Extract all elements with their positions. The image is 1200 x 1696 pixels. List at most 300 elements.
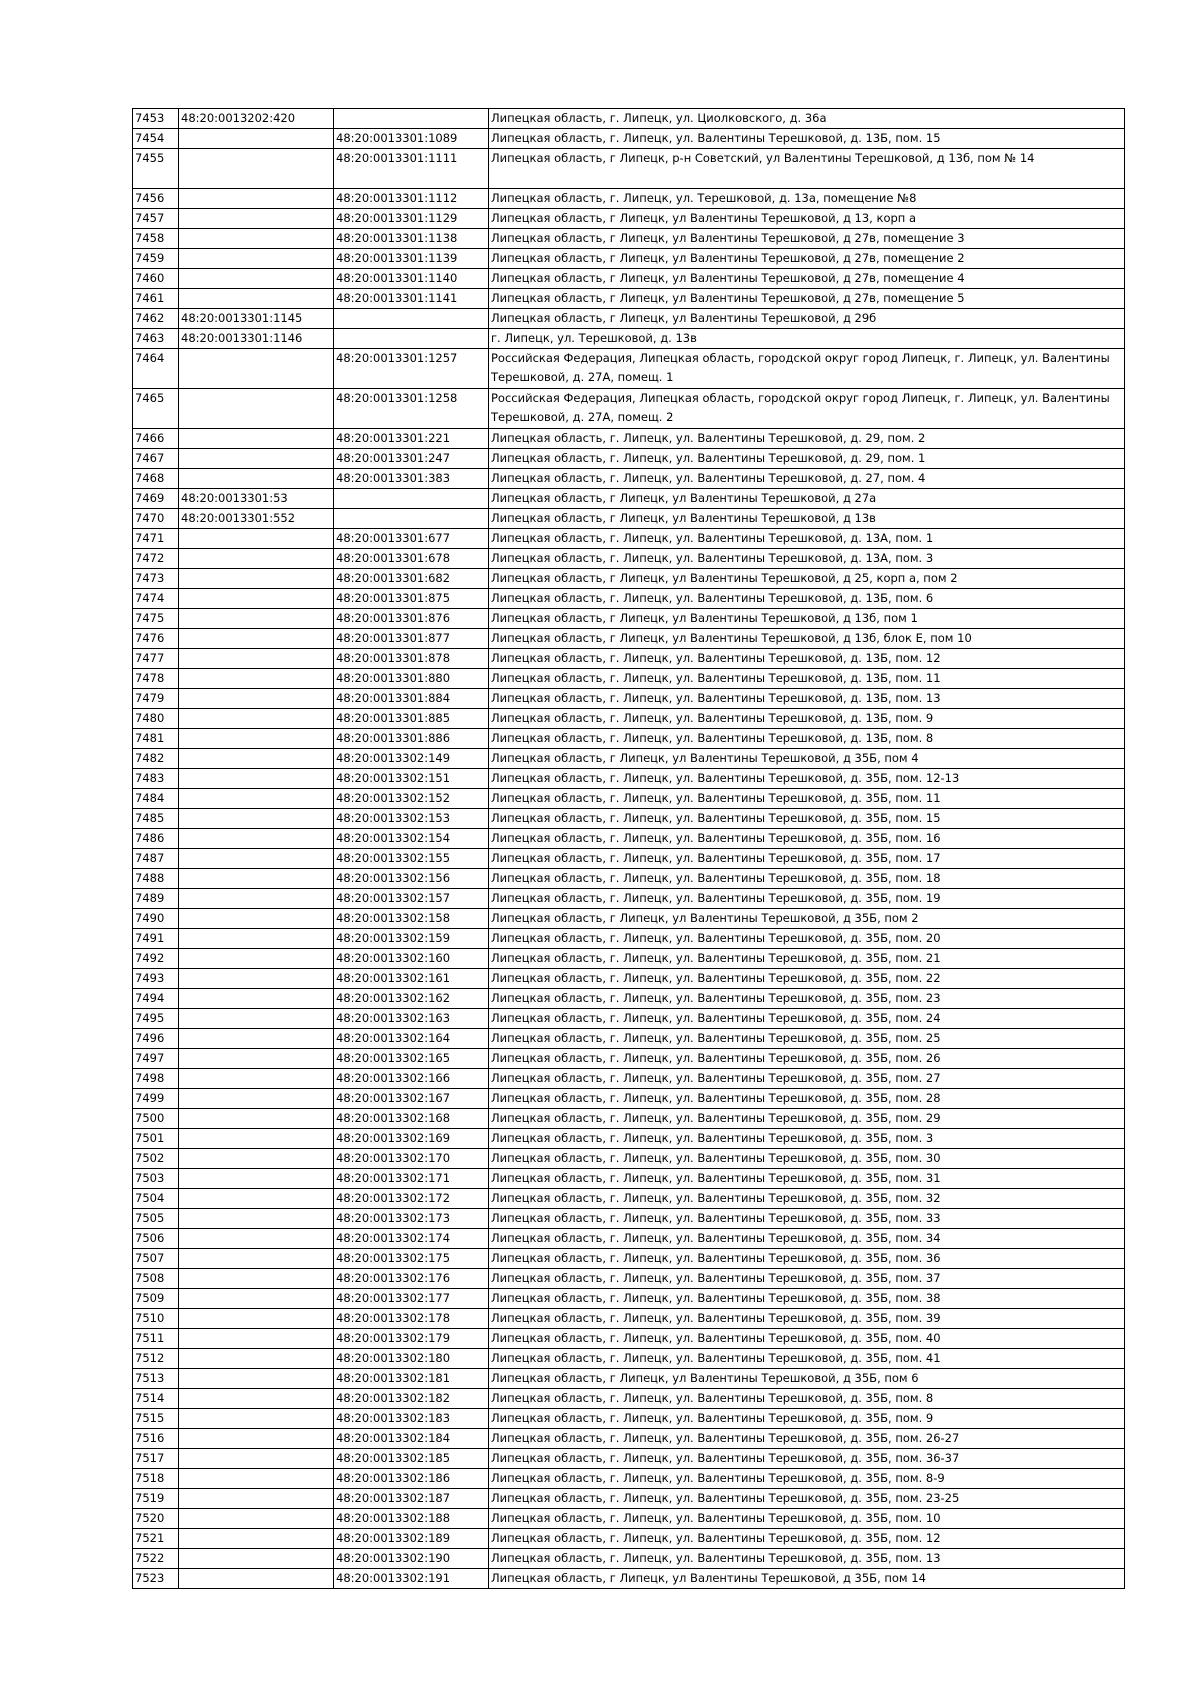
table-row — [133, 729, 1125, 749]
table-row — [133, 1469, 1125, 1489]
cadastral-number-secondary: 48:20:0013301:1089 — [334, 129, 489, 149]
table-row — [133, 1429, 1125, 1449]
cadastral-number-primary — [179, 149, 334, 189]
address-cell: Липецкая область, г. Липецк, ул. Валентины Терешковой, д. 35Б, пом. 37 — [489, 1269, 1125, 1289]
row-number: 7485 — [133, 809, 179, 829]
address-cell: Липецкая область, г. Липецк, ул. Валентины Терешковой, д. 13А, пом. 3 — [489, 549, 1125, 569]
cadastral-number-secondary: 48:20:0013302:153 — [334, 809, 489, 829]
row-number: 7507 — [133, 1249, 179, 1269]
cadastral-number-secondary: 48:20:0013301:1139 — [334, 249, 489, 269]
cadastral-number-secondary: 48:20:0013301:875 — [334, 589, 489, 609]
table-row — [133, 149, 1125, 189]
cadastral-number-secondary: 48:20:0013302:188 — [334, 1509, 489, 1529]
cadastral-number-secondary: 48:20:0013302:164 — [334, 1029, 489, 1049]
row-number: 7494 — [133, 989, 179, 1009]
cadastral-number-primary — [179, 769, 334, 789]
address-cell: Липецкая область, г. Липецк, ул. Валентины Терешковой, д. 13Б, пом. 8 — [489, 729, 1125, 749]
address-cell: г. Липецк, ул. Терешковой, д. 13в — [489, 329, 1125, 349]
table-row — [133, 869, 1125, 889]
address-cell: Липецкая область, г Липецк, ул Валентины Терешковой, д 13, корп а — [489, 209, 1125, 229]
address-cell: Липецкая область, г. Липецк, ул. Валентины Терешковой, д. 35Б, пом. 8 — [489, 1389, 1125, 1409]
row-number: 7477 — [133, 649, 179, 669]
row-number: 7454 — [133, 129, 179, 149]
table-row — [133, 889, 1125, 909]
table-row — [133, 229, 1125, 249]
address-cell: Липецкая область, г. Липецк, ул. Валентины Терешковой, д. 35Б, пом. 13 — [489, 1549, 1125, 1569]
row-number: 7489 — [133, 889, 179, 909]
address-cell: Липецкая область, г. Липецк, ул. Валентины Терешковой, д. 35Б, пом. 34 — [489, 1229, 1125, 1249]
row-number: 7498 — [133, 1069, 179, 1089]
table-row — [133, 1269, 1125, 1289]
cadastral-number-secondary: 48:20:0013302:166 — [334, 1069, 489, 1089]
row-number: 7517 — [133, 1449, 179, 1469]
cadastral-number-secondary: 48:20:0013301:221 — [334, 429, 489, 449]
address-cell: Липецкая область, г. Липецк, ул. Валентины Терешковой, д. 35Б, пом. 10 — [489, 1509, 1125, 1529]
table-row — [133, 949, 1125, 969]
cadastral-number-primary — [179, 209, 334, 229]
table-row — [133, 549, 1125, 569]
row-number: 7520 — [133, 1509, 179, 1529]
table-row — [133, 1449, 1125, 1469]
cadastral-number-primary — [179, 709, 334, 729]
address-cell: Липецкая область, г. Липецк, ул. Валентины Терешковой, д. 35Б, пом. 26-27 — [489, 1429, 1125, 1449]
table-row — [133, 529, 1125, 549]
cadastral-number-primary — [179, 809, 334, 829]
cadastral-number-primary — [179, 749, 334, 769]
table-row — [133, 1189, 1125, 1209]
cadastral-number-secondary: 48:20:0013302:168 — [334, 1109, 489, 1129]
table-row — [133, 1329, 1125, 1349]
address-cell: Липецкая область, г. Липецк, ул. Валентины Терешковой, д. 13Б, пом. 9 — [489, 709, 1125, 729]
cadastral-number-secondary: 48:20:0013302:157 — [334, 889, 489, 909]
table-row — [133, 1509, 1125, 1529]
row-number: 7504 — [133, 1189, 179, 1209]
row-number: 7475 — [133, 609, 179, 629]
address-cell: Липецкая область, г Липецк, ул Валентины Терешковой, д 27в, помещение 3 — [489, 229, 1125, 249]
cadastral-number-secondary: 48:20:0013302:177 — [334, 1289, 489, 1309]
address-cell: Липецкая область, г Липецк, ул Валентины Терешковой, д 13в — [489, 509, 1125, 529]
cadastral-number-primary — [179, 1409, 334, 1429]
row-number: 7476 — [133, 629, 179, 649]
cadastral-number-primary — [179, 1129, 334, 1149]
cadastral-number-secondary: 48:20:0013301:878 — [334, 649, 489, 669]
address-cell: Липецкая область, г. Липецк, ул. Валентины Терешковой, д. 35Б, пом. 8-9 — [489, 1469, 1125, 1489]
cadastral-number-secondary: 48:20:0013301:876 — [334, 609, 489, 629]
cadastral-number-secondary — [334, 489, 489, 509]
cadastral-number-secondary — [334, 309, 489, 329]
cadastral-number-secondary: 48:20:0013302:155 — [334, 849, 489, 869]
cadastral-number-primary: 48:20:0013301:1145 — [179, 309, 334, 329]
address-cell: Липецкая область, г. Липецк, ул. Валентины Терешковой, д. 35Б, пом. 27 — [489, 1069, 1125, 1089]
address-cell: Липецкая область, г. Липецк, ул. Валентины Терешковой, д. 35Б, пом. 31 — [489, 1169, 1125, 1189]
row-number: 7486 — [133, 829, 179, 849]
cadastral-number-secondary: 48:20:0013302:184 — [334, 1429, 489, 1449]
table-row — [133, 429, 1125, 449]
address-cell: Липецкая область, г. Липецк, ул. Валентины Терешковой, д. 35Б, пом. 23-25 — [489, 1489, 1125, 1509]
address-cell: Российская Федерация, Липецкая область, городской округ город Липецк, г. Липецк, ул. Валентины Терешковой, д. 27А, помещ. 1 — [489, 349, 1125, 389]
cadastral-number-secondary: 48:20:0013302:161 — [334, 969, 489, 989]
address-cell: Липецкая область, г Липецк, ул Валентины Терешковой, д 35Б, пом 6 — [489, 1369, 1125, 1389]
address-cell: Липецкая область, г. Липецк, ул. Терешковой, д. 13а, помещение №8 — [489, 189, 1125, 209]
row-number: 7490 — [133, 909, 179, 929]
cadastral-number-secondary: 48:20:0013301:886 — [334, 729, 489, 749]
cadastral-number-secondary: 48:20:0013301:877 — [334, 629, 489, 649]
table-row — [133, 969, 1125, 989]
cadastral-number-primary — [179, 1269, 334, 1289]
row-number: 7462 — [133, 309, 179, 329]
cadastral-number-primary — [179, 429, 334, 449]
row-number: 7511 — [133, 1329, 179, 1349]
table-row — [133, 209, 1125, 229]
address-cell: Липецкая область, г. Липецк, ул. Валентины Терешковой, д. 35Б, пом. 16 — [489, 829, 1125, 849]
table-row — [133, 1389, 1125, 1409]
cadastral-number-secondary: 48:20:0013301:678 — [334, 549, 489, 569]
address-cell: Липецкая область, г. Липецк, ул. Валентины Терешковой, д. 35Б, пом. 32 — [489, 1189, 1125, 1209]
table-row — [133, 1249, 1125, 1269]
address-cell: Липецкая область, г. Липецк, ул. Валентины Терешковой, д. 35Б, пом. 23 — [489, 989, 1125, 1009]
row-number: 7478 — [133, 669, 179, 689]
cadastral-number-secondary: 48:20:0013301:1141 — [334, 289, 489, 309]
cadastral-number-primary — [179, 889, 334, 909]
cadastral-number-primary — [179, 929, 334, 949]
row-number: 7467 — [133, 449, 179, 469]
row-number: 7488 — [133, 869, 179, 889]
cadastral-number-secondary: 48:20:0013302:186 — [334, 1469, 489, 1489]
address-cell: Липецкая область, г. Липецк, ул. Валентины Терешковой, д. 13А, пом. 1 — [489, 529, 1125, 549]
cadastral-number-primary — [179, 1389, 334, 1409]
address-cell: Липецкая область, г. Липецк, ул. Валентины Терешковой, д. 35Б, пом. 21 — [489, 949, 1125, 969]
table-row — [133, 1309, 1125, 1329]
row-number: 7459 — [133, 249, 179, 269]
cadastral-number-secondary: 48:20:0013301:885 — [334, 709, 489, 729]
table-row — [133, 789, 1125, 809]
cadastral-number-primary — [179, 389, 334, 429]
cadastral-number-secondary: 48:20:0013302:171 — [334, 1169, 489, 1189]
cadastral-number-primary — [179, 1369, 334, 1389]
cadastral-number-secondary: 48:20:0013302:165 — [334, 1049, 489, 1069]
table-row — [133, 1009, 1125, 1029]
cadastral-number-primary — [179, 1069, 334, 1089]
cadastral-number-secondary: 48:20:0013302:182 — [334, 1389, 489, 1409]
address-cell: Липецкая область, г. Липецк, ул. Валентины Терешковой, д. 35Б, пом. 39 — [489, 1309, 1125, 1329]
address-cell: Липецкая область, г Липецк, ул Валентины Терешковой, д 13б, пом 1 — [489, 609, 1125, 629]
row-number: 7484 — [133, 789, 179, 809]
cadastral-number-primary — [179, 1029, 334, 1049]
row-number: 7493 — [133, 969, 179, 989]
cadastral-number-secondary: 48:20:0013302:156 — [334, 869, 489, 889]
cadastral-number-primary — [179, 1489, 334, 1509]
address-cell: Липецкая область, г. Липецк, ул. Валентины Терешковой, д. 35Б, пом. 25 — [489, 1029, 1125, 1049]
table-row — [133, 1369, 1125, 1389]
table-row — [133, 569, 1125, 589]
cadastral-number-primary — [179, 649, 334, 669]
row-number: 7503 — [133, 1169, 179, 1189]
row-number: 7473 — [133, 569, 179, 589]
table-row — [133, 489, 1125, 509]
row-number: 7521 — [133, 1529, 179, 1549]
table-row — [133, 249, 1125, 269]
table-row — [133, 1409, 1125, 1429]
cadastral-number-primary — [179, 909, 334, 929]
cadastral-number-secondary: 48:20:0013301:1140 — [334, 269, 489, 289]
cadastral-number-secondary: 48:20:0013302:159 — [334, 929, 489, 949]
address-cell: Липецкая область, г Липецк, ул Валентины Терешковой, д 35Б, пом 2 — [489, 909, 1125, 929]
address-cell: Липецкая область, г. Липецк, ул. Валентины Терешковой, д. 35Б, пом. 18 — [489, 869, 1125, 889]
row-number: 7496 — [133, 1029, 179, 1049]
cadastral-number-secondary: 48:20:0013302:167 — [334, 1089, 489, 1109]
address-cell: Липецкая область, г. Липецк, ул. Валентины Терешковой, д. 35Б, пом. 11 — [489, 789, 1125, 809]
cadastral-number-primary — [179, 1009, 334, 1029]
cadastral-number-primary — [179, 1149, 334, 1169]
row-number: 7470 — [133, 509, 179, 529]
row-number: 7480 — [133, 709, 179, 729]
cadastral-number-secondary: 48:20:0013301:1112 — [334, 189, 489, 209]
address-cell: Липецкая область, г Липецк, ул Валентины Терешковой, д 27а — [489, 489, 1125, 509]
row-number: 7457 — [133, 209, 179, 229]
address-cell: Липецкая область, г. Липецк, ул. Валентины Терешковой, д. 35Б, пом. 12-13 — [489, 769, 1125, 789]
table-row — [133, 609, 1125, 629]
cadastral-number-secondary: 48:20:0013302:174 — [334, 1229, 489, 1249]
cadastral-number-primary — [179, 589, 334, 609]
cadastral-number-primary — [179, 849, 334, 869]
cadastral-number-secondary: 48:20:0013302:187 — [334, 1489, 489, 1509]
cadastral-number-secondary — [334, 329, 489, 349]
address-cell: Липецкая область, г. Липецк, ул. Валентины Терешковой, д. 35Б, пом. 30 — [489, 1149, 1125, 1169]
table-row — [133, 309, 1125, 329]
cadastral-number-secondary: 48:20:0013302:169 — [334, 1129, 489, 1149]
cadastral-number-primary — [179, 1209, 334, 1229]
row-number: 7518 — [133, 1469, 179, 1489]
row-number: 7471 — [133, 529, 179, 549]
table-row — [133, 349, 1125, 389]
cadastral-number-primary — [179, 1549, 334, 1569]
cadastral-number-primary — [179, 1569, 334, 1589]
cadastral-number-secondary: 48:20:0013302:189 — [334, 1529, 489, 1549]
row-number: 7499 — [133, 1089, 179, 1109]
cadastral-number-primary — [179, 1109, 334, 1129]
table-body — [133, 109, 1125, 1589]
cadastral-number-secondary: 48:20:0013301:1258 — [334, 389, 489, 429]
cadastral-number-primary — [179, 1049, 334, 1069]
address-cell: Липецкая область, г. Липецк, ул. Валентины Терешковой, д. 35Б, пом. 33 — [489, 1209, 1125, 1229]
cadastral-number-secondary: 48:20:0013302:158 — [334, 909, 489, 929]
table-row — [133, 1089, 1125, 1109]
cadastral-number-primary — [179, 129, 334, 149]
cadastral-number-primary — [179, 1189, 334, 1209]
cadastral-number-secondary: 48:20:0013302:178 — [334, 1309, 489, 1329]
table-row — [133, 1049, 1125, 1069]
address-cell: Липецкая область, г. Липецк, ул. Валентины Терешковой, д. 27, пом. 4 — [489, 469, 1125, 489]
cadastral-number-secondary: 48:20:0013301:1257 — [334, 349, 489, 389]
cadastral-number-secondary: 48:20:0013301:682 — [334, 569, 489, 589]
row-number: 7474 — [133, 589, 179, 609]
row-number: 7510 — [133, 1309, 179, 1329]
cadastral-number-primary — [179, 1429, 334, 1449]
row-number: 7497 — [133, 1049, 179, 1069]
address-cell: Липецкая область, г. Липецк, ул. Валентины Терешковой, д. 35Б, пом. 22 — [489, 969, 1125, 989]
row-number: 7466 — [133, 429, 179, 449]
address-cell: Липецкая область, г. Липецк, ул. Циолковского, д. 36а — [489, 109, 1125, 129]
cadastral-number-primary — [179, 529, 334, 549]
cadastral-number-secondary: 48:20:0013302:190 — [334, 1549, 489, 1569]
cadastral-number-secondary: 48:20:0013302:152 — [334, 789, 489, 809]
address-cell: Липецкая область, г. Липецк, ул. Валентины Терешковой, д. 35Б, пом. 28 — [489, 1089, 1125, 1109]
address-cell: Липецкая область, г. Липецк, ул. Валентины Терешковой, д. 35Б, пом. 36-37 — [489, 1449, 1125, 1469]
row-number: 7460 — [133, 269, 179, 289]
address-cell: Липецкая область, г. Липецк, ул. Валентины Терешковой, д. 35Б, пом. 19 — [489, 889, 1125, 909]
address-cell: Липецкая область, г. Липецк, ул. Валентины Терешковой, д. 13Б, пом. 11 — [489, 669, 1125, 689]
row-number: 7516 — [133, 1429, 179, 1449]
address-cell: Липецкая область, г. Липецк, ул. Валентины Терешковой, д. 35Б, пом. 29 — [489, 1109, 1125, 1129]
address-cell: Липецкая область, г Липецк, ул Валентины Терешковой, д 25, корп а, пом 2 — [489, 569, 1125, 589]
table-row — [133, 649, 1125, 669]
table-row — [133, 1289, 1125, 1309]
cadastral-number-primary: 48:20:0013301:53 — [179, 489, 334, 509]
cadastral-number-secondary: 48:20:0013302:185 — [334, 1449, 489, 1469]
address-cell: Липецкая область, г Липецк, ул Валентины Терешковой, д 27в, помещение 2 — [489, 249, 1125, 269]
cadastral-number-primary — [179, 349, 334, 389]
cadastral-number-secondary: 48:20:0013301:884 — [334, 689, 489, 709]
row-number: 7468 — [133, 469, 179, 489]
cadastral-number-primary — [179, 729, 334, 749]
address-cell: Липецкая область, г Липецк, ул Валентины Терешковой, д 35Б, пом 4 — [489, 749, 1125, 769]
cadastral-number-secondary: 48:20:0013301:880 — [334, 669, 489, 689]
table-row — [133, 1169, 1125, 1189]
row-number: 7461 — [133, 289, 179, 309]
cadastral-number-secondary: 48:20:0013301:383 — [334, 469, 489, 489]
cadastral-number-primary — [179, 689, 334, 709]
table-row — [133, 1149, 1125, 1169]
address-cell: Липецкая область, г Липецк, ул Валентины Терешковой, д 13б, блок Е, пом 10 — [489, 629, 1125, 649]
cadastral-number-primary: 48:20:0013301:552 — [179, 509, 334, 529]
table-row — [133, 449, 1125, 469]
row-number: 7458 — [133, 229, 179, 249]
table-row — [133, 1489, 1125, 1509]
row-number: 7453 — [133, 109, 179, 129]
table-row — [133, 769, 1125, 789]
row-number: 7495 — [133, 1009, 179, 1029]
cadastral-number-primary — [179, 1509, 334, 1529]
table-row — [133, 189, 1125, 209]
cadastral-number-primary — [179, 1449, 334, 1469]
address-cell: Липецкая область, г. Липецк, ул. Валентины Терешковой, д. 13Б, пом. 6 — [489, 589, 1125, 609]
cadastral-number-secondary: 48:20:0013302:175 — [334, 1249, 489, 1269]
cadastral-number-primary — [179, 569, 334, 589]
cadastral-number-secondary: 48:20:0013302:163 — [334, 1009, 489, 1029]
table-row — [133, 269, 1125, 289]
cadastral-number-primary — [179, 449, 334, 469]
cadastral-number-primary — [179, 949, 334, 969]
cadastral-number-primary — [179, 609, 334, 629]
row-number: 7491 — [133, 929, 179, 949]
address-cell: Липецкая область, г. Липецк, ул. Валентины Терешковой, д. 35Б, пом. 24 — [489, 1009, 1125, 1029]
cadastral-number-secondary: 48:20:0013302:160 — [334, 949, 489, 969]
table-row — [133, 1229, 1125, 1249]
row-number: 7465 — [133, 389, 179, 429]
row-number: 7502 — [133, 1149, 179, 1169]
cadastral-number-primary — [179, 1349, 334, 1369]
address-cell: Липецкая область, г. Липецк, ул. Валентины Терешковой, д. 13Б, пом. 15 — [489, 129, 1125, 149]
row-number: 7472 — [133, 549, 179, 569]
table-row — [133, 509, 1125, 529]
cadastral-number-secondary: 48:20:0013302:181 — [334, 1369, 489, 1389]
row-number: 7505 — [133, 1209, 179, 1229]
table-row — [133, 1209, 1125, 1229]
cadastral-number-secondary: 48:20:0013302:170 — [334, 1149, 489, 1169]
cadastral-number-primary: 48:20:0013301:1146 — [179, 329, 334, 349]
row-number: 7523 — [133, 1569, 179, 1589]
table-row — [133, 109, 1125, 129]
cadastral-number-secondary: 48:20:0013301:1138 — [334, 229, 489, 249]
cadastral-number-secondary: 48:20:0013302:151 — [334, 769, 489, 789]
cadastral-number-secondary: 48:20:0013302:154 — [334, 829, 489, 849]
cadastral-number-primary — [179, 989, 334, 1009]
table-row — [133, 829, 1125, 849]
cadastral-table — [132, 108, 1125, 1589]
table-row — [133, 129, 1125, 149]
table-row — [133, 1129, 1125, 1149]
cadastral-number-primary — [179, 829, 334, 849]
row-number: 7515 — [133, 1409, 179, 1429]
table-row — [133, 1069, 1125, 1089]
table-row — [133, 1549, 1125, 1569]
row-number: 7506 — [133, 1229, 179, 1249]
row-number: 7513 — [133, 1369, 179, 1389]
table-row — [133, 849, 1125, 869]
table-row — [133, 289, 1125, 309]
cadastral-number-primary — [179, 1249, 334, 1269]
cadastral-number-primary — [179, 549, 334, 569]
address-cell: Российская Федерация, Липецкая область, городской округ город Липецк, г. Липецк, ул. Валентины Терешковой, д. 27А, помещ. 2 — [489, 389, 1125, 429]
table-row — [133, 1349, 1125, 1369]
row-number: 7512 — [133, 1349, 179, 1369]
cadastral-number-primary: 48:20:0013202:420 — [179, 109, 334, 129]
address-cell: Липецкая область, г. Липецк, ул. Валентины Терешковой, д. 29, пом. 1 — [489, 449, 1125, 469]
cadastral-number-primary — [179, 1529, 334, 1549]
address-cell: Липецкая область, г. Липецк, ул. Валентины Терешковой, д. 35Б, пом. 41 — [489, 1349, 1125, 1369]
row-number: 7463 — [133, 329, 179, 349]
cadastral-number-primary — [179, 1089, 334, 1109]
row-number: 7492 — [133, 949, 179, 969]
cadastral-number-secondary: 48:20:0013301:247 — [334, 449, 489, 469]
address-cell: Липецкая область, г. Липецк, ул. Валентины Терешковой, д. 35Б, пом. 40 — [489, 1329, 1125, 1349]
cadastral-number-secondary: 48:20:0013302:149 — [334, 749, 489, 769]
address-cell: Липецкая область, г. Липецк, ул. Валентины Терешковой, д. 35Б, пом. 15 — [489, 809, 1125, 829]
table-row — [133, 909, 1125, 929]
cadastral-number-primary — [179, 669, 334, 689]
cadastral-number-secondary — [334, 509, 489, 529]
table-row — [133, 929, 1125, 949]
cadastral-number-primary — [179, 189, 334, 209]
cadastral-number-primary — [179, 1169, 334, 1189]
cadastral-number-secondary — [334, 109, 489, 129]
cadastral-number-secondary: 48:20:0013302:176 — [334, 1269, 489, 1289]
cadastral-number-primary — [179, 869, 334, 889]
cadastral-number-secondary: 48:20:0013302:179 — [334, 1329, 489, 1349]
table-row — [133, 1529, 1125, 1549]
row-number: 7514 — [133, 1389, 179, 1409]
cadastral-number-primary — [179, 229, 334, 249]
cadastral-number-primary — [179, 969, 334, 989]
cadastral-number-primary — [179, 1309, 334, 1329]
cadastral-number-secondary: 48:20:0013301:677 — [334, 529, 489, 549]
cadastral-number-secondary: 48:20:0013302:183 — [334, 1409, 489, 1429]
address-cell: Липецкая область, г. Липецк, ул. Валентины Терешковой, д. 13Б, пом. 13 — [489, 689, 1125, 709]
row-number: 7487 — [133, 849, 179, 869]
row-number: 7482 — [133, 749, 179, 769]
row-number: 7456 — [133, 189, 179, 209]
table-row — [133, 989, 1125, 1009]
